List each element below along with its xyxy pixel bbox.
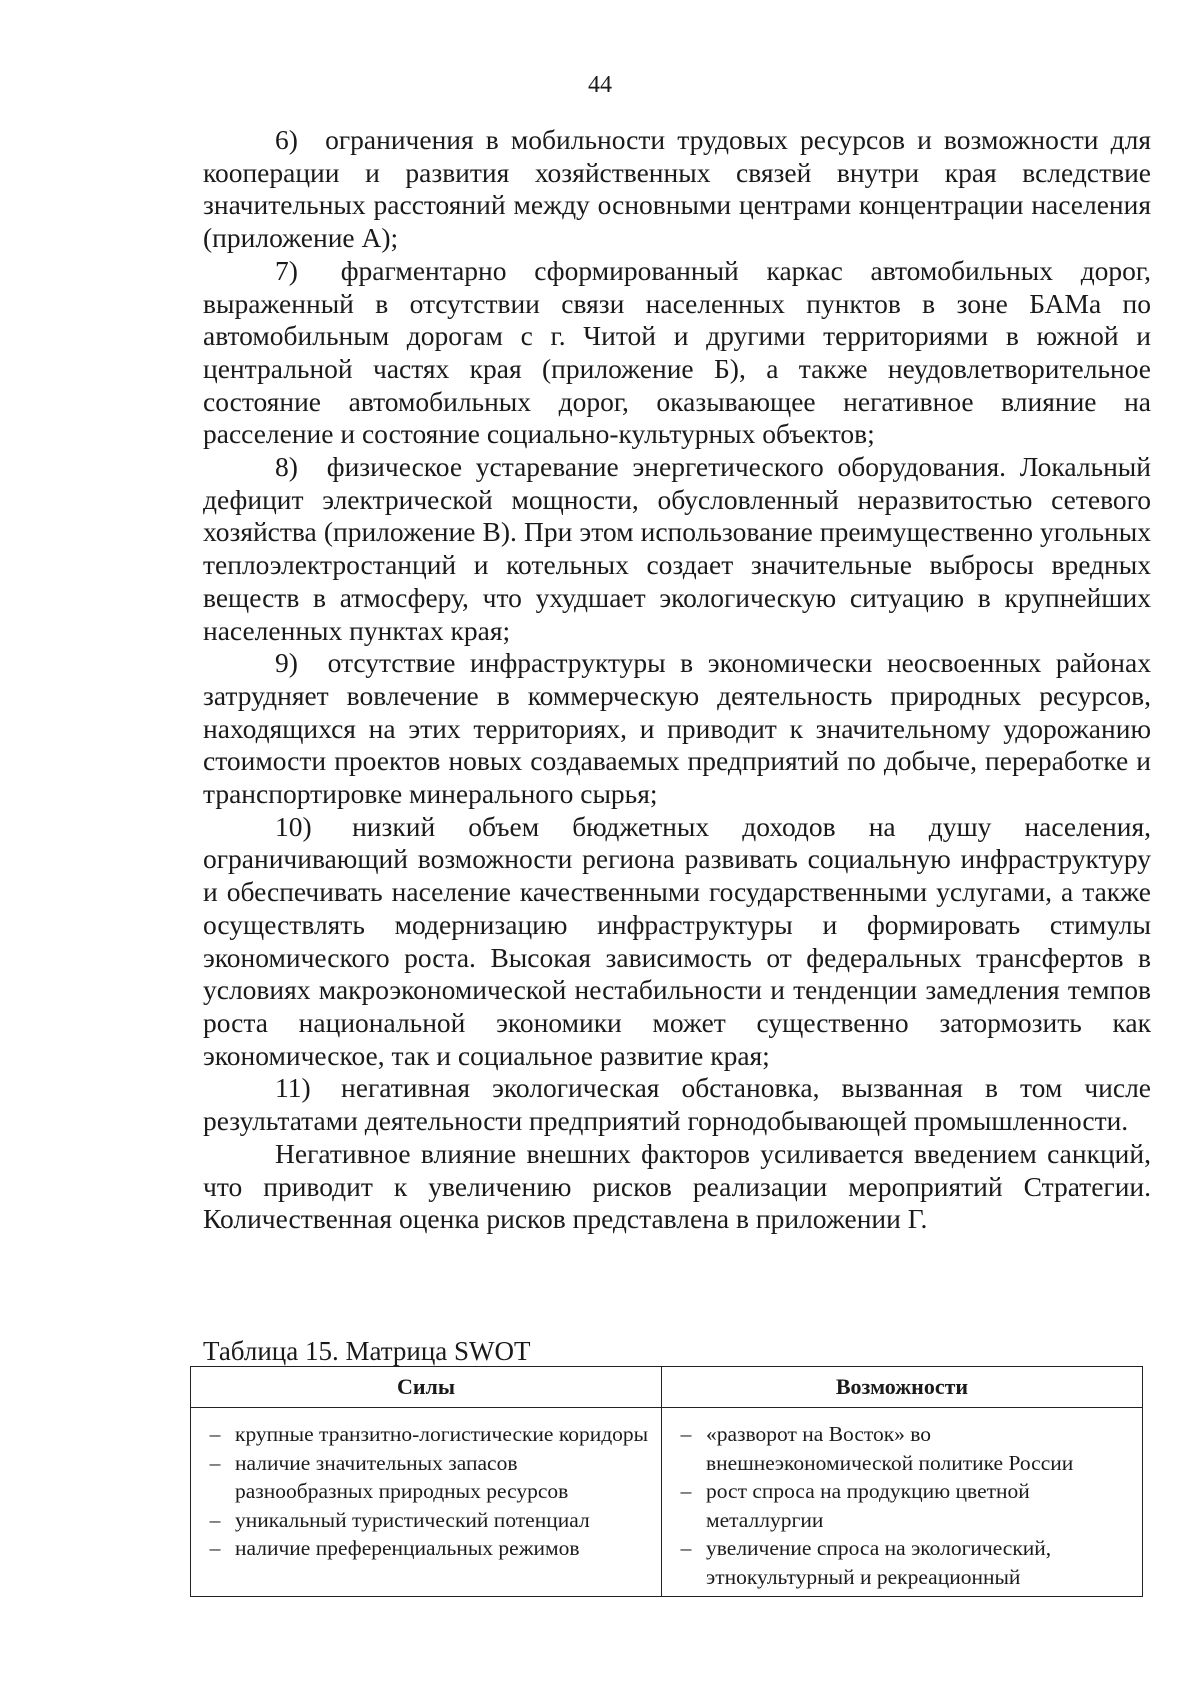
strengths-list bbox=[203, 1420, 651, 1563]
paragraph-item-7 bbox=[203, 255, 1151, 451]
list-item-text: крупные транзитно-логистические коридоры bbox=[235, 1422, 649, 1446]
list-item-text: наличие преференциальных режимов bbox=[235, 1536, 580, 1561]
item-number: 9) bbox=[275, 647, 298, 679]
dash-bullet: – bbox=[209, 1536, 221, 1561]
paragraph-text: Негативное влияние внешних факторов усиливается введением санкций, что приводит к увеличению рисков реализации мероприятий Стратегии. Количественная оценка рисков представлена в приложении Г. bbox=[203, 1137, 1151, 1235]
opportunities-cell bbox=[662, 1408, 1143, 1597]
dash-bullet: – bbox=[209, 1450, 221, 1475]
dash-bullet: – bbox=[680, 1536, 692, 1561]
strengths-cell bbox=[191, 1408, 662, 1597]
table-header-row bbox=[191, 1367, 1143, 1408]
list-item bbox=[674, 1477, 1132, 1534]
paragraph-item-9 bbox=[203, 647, 1151, 811]
item-text: отсутствие инфраструктуры в экономически неосвоенных районах затрудняет вовлечение в коммерческую деятельность природных ресурсов, находящихся на этих территориях, и приводит к значительному удорожанию стоимости проектов новых создаваемых предприятий по добыче, переработке и транспортировке минерального сырья; bbox=[203, 647, 1151, 810]
paragraph-item-8 bbox=[203, 451, 1151, 647]
paragraph-item-11 bbox=[203, 1072, 1151, 1137]
swot-table bbox=[190, 1366, 1143, 1597]
paragraph-item-6 bbox=[203, 124, 1151, 255]
table-row bbox=[191, 1408, 1143, 1597]
dash-bullet: – bbox=[680, 1422, 692, 1446]
item-number: 11) bbox=[275, 1072, 311, 1104]
list-item-text: уникальный туристический потенциал bbox=[235, 1507, 590, 1532]
dash-bullet: – bbox=[209, 1507, 221, 1532]
list-item-text: наличие значительных запасов разнообразных природных ресурсов bbox=[235, 1450, 569, 1504]
list-item-text: увеличение спроса на экологический, этнокультурный и рекреационный bbox=[706, 1536, 1052, 1589]
list-item bbox=[674, 1420, 1132, 1477]
dash-bullet: – bbox=[209, 1422, 221, 1446]
list-item bbox=[203, 1506, 651, 1535]
paragraph-item-10 bbox=[203, 811, 1151, 1073]
body-text bbox=[203, 124, 1151, 1236]
dash-bullet: – bbox=[680, 1479, 692, 1504]
list-item-text: рост спроса на продукцию цветной металлургии bbox=[706, 1479, 1030, 1532]
page-number: 44 bbox=[588, 72, 612, 98]
item-number: 10) bbox=[275, 810, 312, 842]
header-opportunities: Возможности bbox=[662, 1367, 1143, 1408]
item-number: 7) bbox=[275, 254, 298, 286]
item-number: 8) bbox=[275, 451, 298, 483]
list-item bbox=[203, 1449, 651, 1506]
opportunities-list bbox=[674, 1420, 1132, 1592]
item-text: фрагментарно сформированный каркас автомобильных дорог, выраженный в отсутствии связи населенных пунктов в зоне БАМа по автомобильным дорогам с г. Читой и другими территориями в южной и центральной частях края (приложение Б), а также неудовлетворительное состояние автомобильных дорог, оказывающее негативное влияние на расселение и состояние социально-культурных объектов; bbox=[203, 254, 1151, 450]
item-text: негативная экологическая обстановка, вызванная в том числе результатами деятельности предприятий горнодобывающей промышленности. bbox=[203, 1072, 1151, 1137]
item-text: ограничения в мобильности трудовых ресурсов и возможности для кооперации и развития хозяйственных связей внутри края вследствие значительных расстояний между основными центрами концентрации населения (приложение А); bbox=[203, 124, 1151, 254]
paragraph-sanctions bbox=[203, 1138, 1151, 1236]
header-strengths: Силы bbox=[191, 1367, 662, 1408]
list-item bbox=[203, 1420, 651, 1449]
table-caption: Таблица 15. Матрица SWOT bbox=[203, 1336, 531, 1366]
list-item-text: «разворот на Восток» во внешнеэкономической политике России bbox=[706, 1422, 1074, 1475]
list-item bbox=[674, 1534, 1132, 1591]
item-text: физическое устаревание энергетического оборудования. Локальный дефицит электрической мощности, обусловленный неразвитостью сетевого хозяйства (приложение В). При этом использование преимущественно угольных теплоэлектростанций и котельных создает значительные выбросы вредных веществ в атмосферу, что ухудшает экологическую ситуацию в крупнейших населенных пунктах края; bbox=[203, 451, 1151, 646]
item-number: 6) bbox=[275, 124, 298, 155]
item-text: низкий объем бюджетных доходов на душу населения, ограничивающий возможности региона развивать социальную инфраструктуру и обеспечивать население качественными государственными услугами, а также осуществлять модернизацию инфраструктуры и формировать стимулы экономического роста. Высокая зависимость от федеральных трансфертов в условиях макроэкономической нестабильности и тенденции замедления темпов роста национальной экономики может существенно затормозить как экономическое, так и социальное развитие края; bbox=[203, 810, 1151, 1071]
list-item bbox=[203, 1534, 651, 1563]
